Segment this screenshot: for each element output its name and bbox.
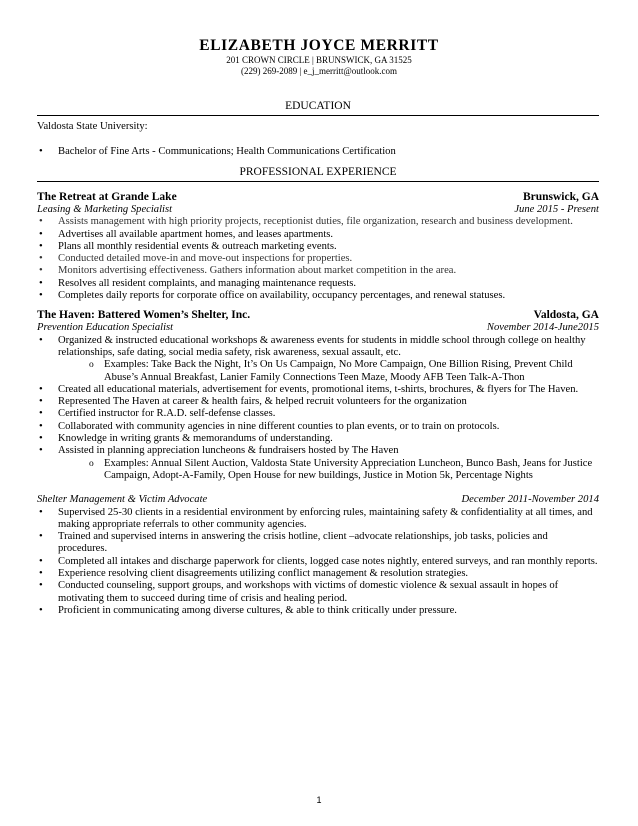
sub-list-item: o Examples: Annual Silent Auction, Valdosta State University Appreciation Luncheon, Bunco Bash, Jeans for Justice Campaign, Adopt-A-Family, Open House for new buildings, Justice in Motion 5k, Percentage Nights xyxy=(37,458,599,483)
address-line: 201 CROWN CIRCLE | BRUNSWICK, GA 31525 xyxy=(226,55,412,65)
page-number: 1 xyxy=(316,795,322,805)
job-location: Brunswick, GA xyxy=(522,191,599,203)
list-item: • Created all educational materials, advertisement for events, promotional items, t-shirts, brochures, & flyers for The Haven. xyxy=(37,384,599,396)
job-dates: December 2011-November 2014 xyxy=(461,494,599,506)
school-name: Valdosta State University: xyxy=(37,121,148,132)
job-location: Valdosta, GA xyxy=(533,309,599,322)
contact-line: (229) 269-2089 | e_j_merritt@outlook.com xyxy=(240,66,398,76)
job-dates: June 2015 - Present xyxy=(514,204,599,215)
list-item: • Trained and supervised interns in answering the crisis hotline, client –advocate relationships, job tasks, policies and procedures. xyxy=(37,531,599,556)
list-item: • Plans all monthly residential events & outreach marketing events. xyxy=(37,241,599,253)
job-title: Prevention Education Specialist xyxy=(37,322,174,334)
list-item: • Assists management with high priority projects, receptionist duties, file organization, research and business development. xyxy=(37,216,599,228)
education-section xyxy=(37,121,599,159)
sub-list xyxy=(37,458,599,483)
list-item: • Experience resolving client disagreements utilizing conflict management & resolution strategies. xyxy=(37,568,599,580)
list-item: • Resolves all resident complaints, and managing maintenance requests. xyxy=(37,278,599,290)
sub-list-item: o Examples: Take Back the Night, It’s On Us Campaign, No More Campaign, One Billion Rising, Prevent Child Abuse’s Annual Breakfast, Lanier Family Connections Teen Maze, Moody AFB Teen Talk-A-Thon xyxy=(37,359,599,384)
resume-header xyxy=(0,37,638,77)
job-dates: November 2014-June2015 xyxy=(486,322,599,334)
list-item: • Conducted counseling, support groups, and workshops with victims of domestic violence & sexual assault in hopes of motivating them to succeed during time of crisis and healing period. xyxy=(37,580,599,605)
list-item: • Represented The Haven at career & health fairs, & helped recruit volunteers for the organization xyxy=(37,396,599,408)
list-item: • Advertises all available apartment homes, and leases apartments. xyxy=(37,229,599,241)
job-duties xyxy=(37,216,599,302)
list-item: • Proficient in communicating among diverse cultures, & able to think critically under pressure. xyxy=(37,605,599,617)
list-item: • Conducted detailed move-in and move-out inspections for properties. xyxy=(37,253,599,265)
list-item: • Organized & instructed educational workshops & awareness events for students in middle school through college on healthy relationships, safe dating, social media safety, risk awareness, sexual assault, etc. xyxy=(37,335,599,360)
education-heading: EDUCATION xyxy=(285,100,351,112)
list-item: • Monitors advertising effectiveness. Gathers information about market competition in the area. xyxy=(37,265,599,277)
job-duties xyxy=(37,507,599,618)
job-title-row xyxy=(37,322,599,334)
job-title: Leasing & Marketing Specialist xyxy=(37,204,173,215)
sub-list xyxy=(37,359,599,384)
employer-name: The Retreat at Grande Lake xyxy=(37,191,177,203)
job-header xyxy=(37,190,599,204)
experience-rule xyxy=(37,181,599,182)
list-item: • Certified instructor for R.A.D. self-defense classes. xyxy=(37,408,599,420)
list-item: • Collaborated with community agencies in nine different counties to plan events, or to train on protocols. xyxy=(37,421,599,433)
job-title-row xyxy=(37,494,599,506)
candidate-name: ELIZABETH JOYCE MERRITT xyxy=(199,37,439,54)
job-title-row xyxy=(37,204,599,216)
job-header xyxy=(37,308,599,322)
list-item: • Completed all intakes and discharge paperwork for clients, logged case notes nightly, entered surveys, and ran monthly reports. xyxy=(37,556,599,568)
list-item: • Supervised 25-30 clients in a residential environment by enforcing rules, maintaining safety & confidentiality at all times, and making appropriate referrals to other community agencies. xyxy=(37,507,599,532)
degree-item: • Bachelor of Fine Arts - Communications; Health Communications Certification xyxy=(37,146,599,158)
job-duties xyxy=(37,335,599,360)
list-item: • Assisted in planning appreciation luncheons & fundraisers hosted by The Haven xyxy=(37,445,599,457)
experience-section xyxy=(37,190,599,617)
list-item: • Completes daily reports for corporate office on availability, occupancy percentages, and renewal statuses. xyxy=(37,290,599,302)
experience-heading: PROFESSIONAL EXPERIENCE xyxy=(239,166,397,178)
employer-name: The Haven: Battered Women’s Shelter, Inc. xyxy=(37,309,251,322)
job-duties xyxy=(37,384,599,458)
job-title: Shelter Management & Victim Advocate xyxy=(37,494,208,506)
education-rule xyxy=(37,115,599,116)
list-item: • Knowledge in writing grants & memorandums of understanding. xyxy=(37,433,599,445)
